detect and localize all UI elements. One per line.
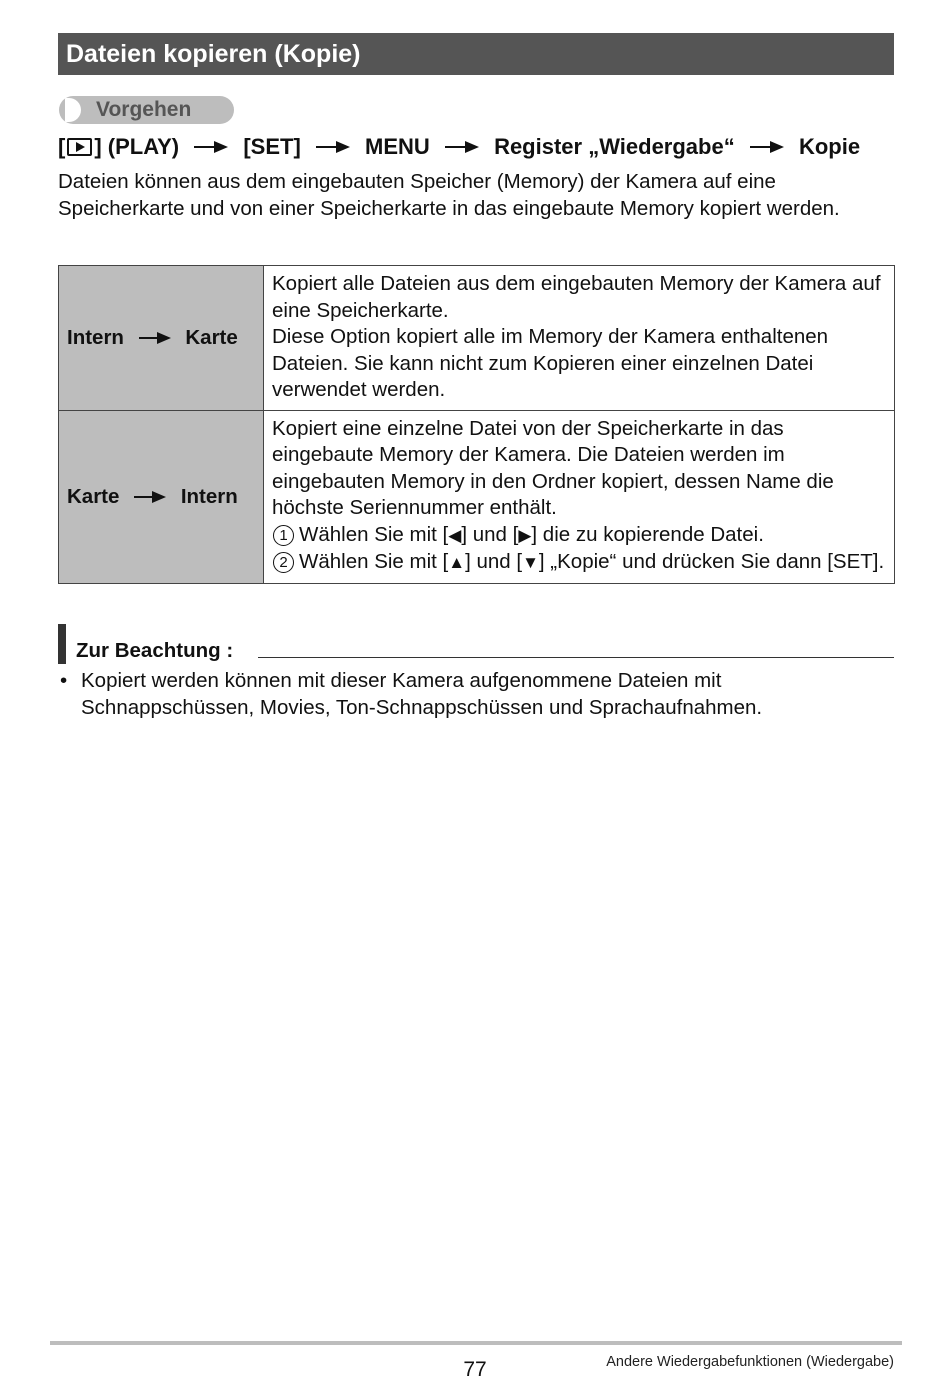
play-button-icon xyxy=(67,138,92,156)
footer-divider xyxy=(50,1341,902,1345)
procedure-label: Vorgehen xyxy=(96,98,192,121)
step-text-part: ] die zu kopierende Datei. xyxy=(531,522,764,546)
step-text-part: Wählen Sie mit [ xyxy=(299,522,449,546)
note-title: Zur Beachtung : xyxy=(76,639,234,662)
step-number-circle: 1 xyxy=(273,525,294,546)
option-to: Intern xyxy=(180,484,238,508)
arrow-right-icon xyxy=(194,141,228,153)
step-text xyxy=(299,549,886,577)
option-desc-line: Kopiert alle Dateien aus dem eingebauten Memory der Kamera auf eine Speicherkarte. xyxy=(272,272,881,322)
path-register: Register „Wiedergabe“ xyxy=(494,134,735,160)
arrow-right-icon xyxy=(445,141,479,153)
note-divider xyxy=(258,657,894,658)
step-text-part: ] und [ xyxy=(461,522,519,546)
step-text xyxy=(299,522,886,550)
step-text-part: ] „Kopie“ und drücken Sie dann [SET]. xyxy=(538,550,885,573)
page-number: 77 xyxy=(463,1358,487,1381)
step-number-circle: 2 xyxy=(273,552,294,573)
path-play-label: ] (PLAY) xyxy=(94,134,180,160)
path-menu: MENU xyxy=(365,134,430,160)
badge-notch-shape xyxy=(65,98,81,122)
arrow-right-icon xyxy=(750,141,784,153)
note-accent-bar xyxy=(58,624,66,664)
step-text-part: Wählen Sie mit [ xyxy=(299,550,449,573)
footer-section-name: Andere Wiedergabefunktionen (Wiedergabe) xyxy=(606,1354,894,1370)
down-arrow-key-icon: ▼ xyxy=(522,553,539,572)
path-bracket-open: [ xyxy=(58,134,66,160)
up-arrow-key-icon: ▲ xyxy=(448,553,466,572)
step-text-part: ] und [ xyxy=(465,550,523,573)
option-from: Intern xyxy=(67,326,124,350)
options-table xyxy=(58,265,895,584)
path-set: [SET] xyxy=(243,134,301,160)
option-desc-line: Diese Option kopiert alle im Memory der Kamera enthaltenen Dateien. Sie kann nicht zum Kopieren einer einzelnen Datei verwendet werden. xyxy=(272,325,829,401)
list-item xyxy=(58,668,898,721)
right-arrow-key-icon: ▶ xyxy=(518,525,532,545)
option-desc-line: Kopiert eine einzelne Datei von der Speicherkarte in das eingebaute Memory der Kamera. Die Dateien werden im eingebauten Memory in den Ordner kopiert, dessen Name die höchste Seriennummer enthält. xyxy=(272,416,834,519)
procedure-badge xyxy=(59,96,234,124)
option-from: Karte xyxy=(67,484,120,508)
option-description xyxy=(264,266,895,411)
menu-path xyxy=(58,130,860,163)
arrow-right-icon xyxy=(139,332,171,344)
option-description xyxy=(264,410,895,583)
note-item-text: Kopiert werden können mit dieser Kamera aufgenommene Dateien mit Schnappschüssen, Movies, Ton-Schnappschüssen und Sprachaufnahmen. xyxy=(81,669,763,719)
table-row xyxy=(59,410,895,583)
option-to: Karte xyxy=(185,326,238,350)
path-kopie: Kopie xyxy=(798,134,861,160)
arrow-right-icon xyxy=(316,141,350,153)
arrow-right-icon xyxy=(134,491,166,503)
table-row xyxy=(59,266,895,411)
option-label-karte-intern xyxy=(59,410,264,583)
bullet-icon: • xyxy=(60,669,68,692)
step-item xyxy=(272,522,886,550)
left-arrow-key-icon: ◀ xyxy=(448,525,462,545)
page-title: Dateien kopieren (Kopie) xyxy=(58,33,894,75)
step-item xyxy=(272,549,886,577)
note-list xyxy=(58,668,898,721)
intro-text: Dateien können aus dem eingebauten Speicher (Memory) der Kamera auf eine Speicherkarte und von einer Speicherkarte in das eingebaute Memory kopiert werden. xyxy=(58,170,840,220)
option-label-intern-karte xyxy=(59,266,264,411)
